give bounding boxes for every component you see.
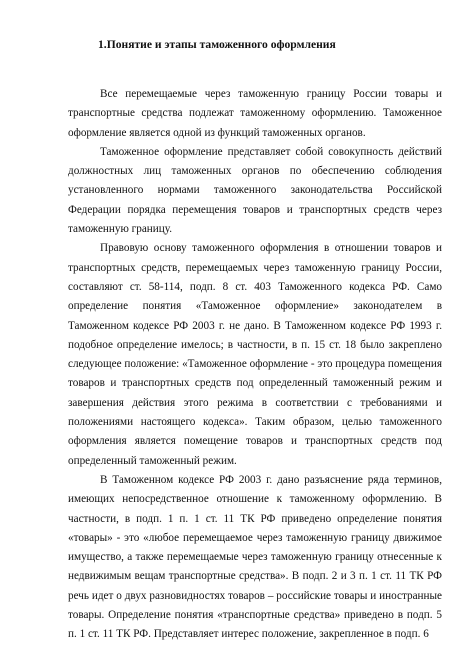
paragraph-4: В Таможенном кодексе РФ 2003 г. дано разъяснение ряда терминов, имеющих непосредственное отношение к таможенному оформлению. В частности, в подп. 1 п. 1 ст. 11 ТК РФ приведено определение понятия «товары» - это «любое перемещаемое через таможенную границу движимое имущество, а также перемещаемые через таможенную границу отнесенные к недвижимым вещам транспортные средства». В подп. 2 и 3 п. 1 ст. 11 ТК РФ речь идет о двух разновидностях товаров – российские товары и иностранные товары. Определение понятия «транспортные средства» приведено в подп. 5 п. 1 ст. 11 ТК РФ. Представляет интерес положение, закрепленное в подп. 6	[68, 473, 442, 641]
paragraph-3: Правовую основу таможенного оформления в отношении товаров и транспортных средств, перемещаемых через таможенную границу России, составляют ст. 58-114, подп. 8 ст. 403 Таможенного кодекса РФ. Само определение понятия «Таможенное оформление» законодателем в Таможенном кодексе РФ 2003 г. не дано. В Таможенном кодексе РФ 1993 г. подобное определение имелось; в частности, в п. 15 ст. 18 было закреплено следующее положение: «Таможенное оформление - это процедура помещения товаров и транспортных средств под определенный таможенный режим и завершения действия этого режима в соответствии с требованиями и положениями настоящего кодекса». Таким образом, целью таможенного оформления является помещение товаров и транспортных средств под определенный таможенный режим.	[68, 242, 443, 467]
paragraph-2: Таможенное оформление представляет собой совокупность действий должностных лиц таможенных органов по обеспечению соблюдения установленного нормами таможенного законодательства Российской Федерации порядка перемещения товаров и транспортных средств через таможенную границу.	[68, 145, 442, 236]
paragraph-1: Все перемещаемые через таможенную границу России товары и транспортные средства подлежат таможенному оформлению. Таможенное оформление является одной из функций таможенных органов.	[68, 88, 442, 139]
section-title: 1.Понятие и этапы таможенного оформления	[98, 38, 336, 51]
page-content	[68, 38, 442, 645]
